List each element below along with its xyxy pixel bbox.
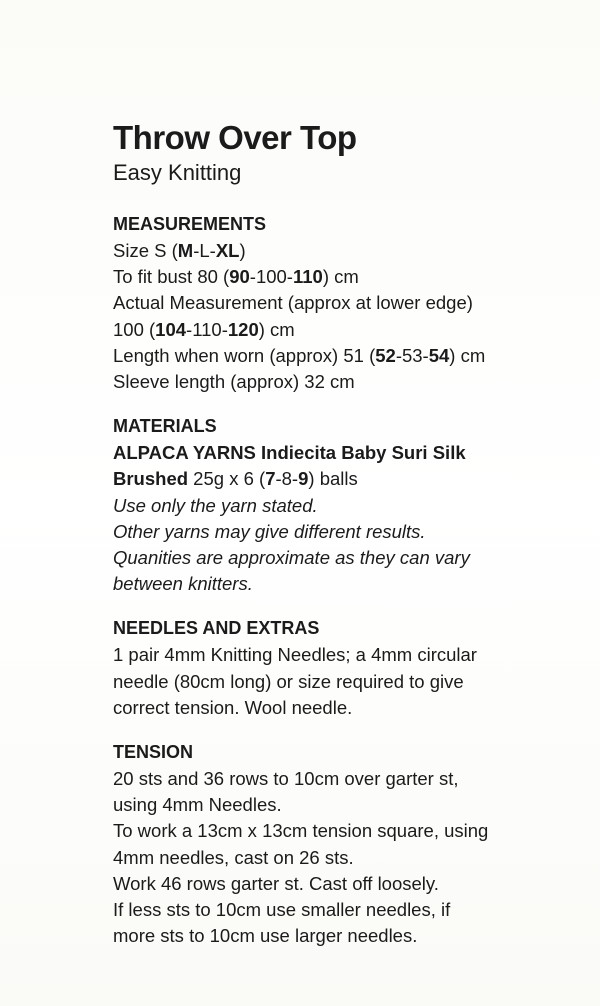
materials-note: Other yarns may give different results. <box>113 520 426 542</box>
tension-line: 4mm needles, cast on 26 sts. <box>113 846 354 868</box>
page-subtitle: Easy Knitting <box>113 160 242 185</box>
tension-line: Work 46 rows garter st. Cast off loosely. <box>113 872 439 894</box>
tension-line: using 4mm Needles. <box>113 794 282 816</box>
actual-measurement-label: Actual Measurement (approx at lower edge) <box>113 292 473 314</box>
materials-section <box>113 414 583 597</box>
sleeve-line: Sleeve length (approx) 32 cm <box>113 371 355 393</box>
size-line: Size S (M-L-XL) <box>113 240 246 261</box>
materials-note: Use only the yarn stated. <box>113 494 318 516</box>
measurements-section <box>113 212 583 395</box>
tension-line: more sts to 10cm use larger needles. <box>113 925 418 947</box>
page-title: Throw Over Top <box>113 119 357 156</box>
needles-line: correct tension. Wool needle. <box>113 696 353 718</box>
tension-line: If less sts to 10cm use smaller needles, if <box>113 899 451 921</box>
needles-section <box>113 616 583 721</box>
needles-heading: NEEDLES AND EXTRAS <box>113 618 320 639</box>
measurements-heading: MEASUREMENTS <box>113 214 267 234</box>
materials-note: between knitters. <box>113 573 253 595</box>
length-line: Length when worn (approx) 51 (52-53-54) cm <box>113 344 486 366</box>
materials-heading: MATERIALS <box>113 416 217 437</box>
tension-line: To work a 13cm x 13cm tension square, using <box>113 820 489 842</box>
bust-line: To fit bust 80 (90-100-110) cm <box>113 266 359 288</box>
yarn-name-line: ALPACA YARNS Indiecita Baby Suri Silk <box>113 442 466 464</box>
pattern-content <box>113 118 583 968</box>
tension-heading: TENSION <box>113 742 194 763</box>
needles-line: needle (80cm long) or size required to give <box>113 670 464 692</box>
yarn-quantity-line: Brushed 25g x 6 (7-8-9) balls <box>113 468 358 490</box>
tension-line: 20 sts and 36 rows to 10cm over garter st, <box>113 768 459 790</box>
tension-section <box>113 740 583 949</box>
materials-note: Quanities are approximate as they can vary <box>113 547 470 569</box>
needles-line: 1 pair 4mm Knitting Needles; a 4mm circular <box>113 644 477 666</box>
actual-measurement-line: 100 (104-110-120) cm <box>113 318 295 340</box>
